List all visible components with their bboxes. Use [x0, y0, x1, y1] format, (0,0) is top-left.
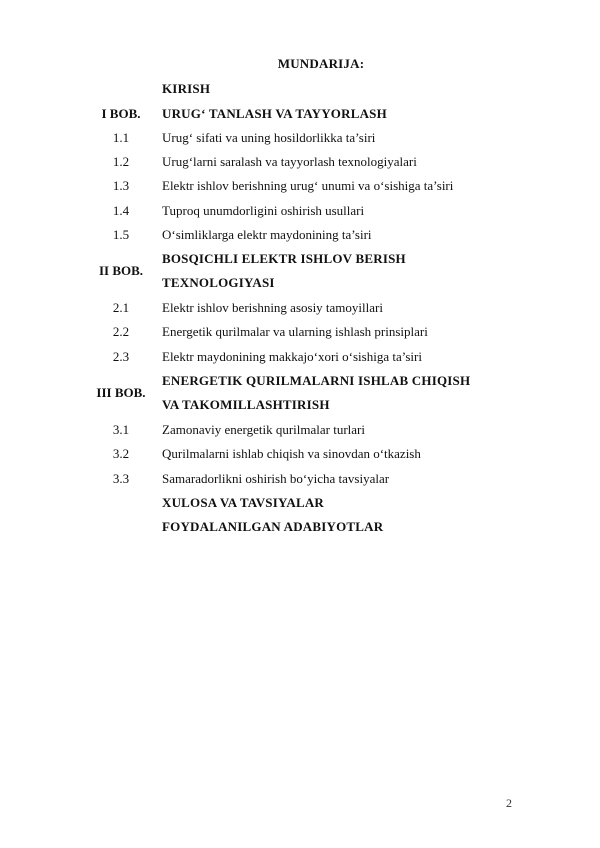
toc-section-text: Elektr ishlov berishning asosiy tamoyillari [162, 300, 383, 315]
toc-section-text: Urug‘ sifati va uning hosildorlikka ta’siri [162, 130, 376, 145]
toc-section-1-5 [0, 223, 600, 247]
toc-chapter-1 [0, 102, 600, 126]
toc-section-number: 2.2 [112, 324, 130, 339]
toc-section-text: Urug‘larni saralash va tayyorlash texnologiyalari [162, 154, 417, 169]
toc-section-number: 3.1 [112, 422, 130, 437]
toc-section-3-1 [0, 418, 600, 442]
toc-chapter-title-line-2: TEXNOLOGIYASI [162, 275, 275, 290]
toc-chapter-title: URUG‘ TANLASH VA TAYYORLASH [162, 106, 387, 121]
toc-section-number: 1.4 [112, 203, 130, 218]
toc-section-text: Zamonaviy energetik qurilmalar turlari [162, 422, 365, 437]
toc-section-3-2 [0, 442, 600, 466]
toc-entry-references [0, 515, 600, 539]
toc-chapter-2 [0, 247, 600, 295]
toc-section-text: Elektr ishlov berishning urug‘ unumi va o‘sishiga ta’siri [162, 178, 454, 193]
toc-entry-conclusion [0, 491, 600, 515]
toc-section-number: 1.1 [112, 130, 130, 145]
toc-section-1-4 [0, 199, 600, 223]
toc-section-2-3 [0, 345, 600, 369]
toc-chapter-number: I BOB. [101, 106, 141, 121]
toc-section-2-1 [0, 296, 600, 320]
toc-entry-text: XULOSA VA TAVSIYALAR [162, 495, 324, 510]
toc-section-number: 2.3 [112, 349, 130, 364]
toc-section-text: O‘simliklarga elektr maydonining ta’siri [162, 227, 372, 242]
toc-section-1-1 [0, 126, 600, 150]
toc-section-text: Qurilmalarni ishlab chiqish va sinovdan o‘tkazish [162, 446, 421, 461]
toc-chapter-title-line-2: VA TAKOMILLASHTIRISH [162, 397, 330, 412]
toc-chapter-number: II BOB. [98, 263, 144, 278]
toc-chapter-title-line-1: ENERGETIK QURILMALARNI ISHLAB CHIQISH [162, 373, 471, 388]
toc-chapter-3 [0, 369, 600, 417]
toc-section-number: 2.1 [112, 300, 130, 315]
toc-section-1-3 [0, 174, 600, 198]
toc-entry-text: FOYDALANILGAN ADABIYOTLAR [162, 519, 384, 534]
toc-entry-text: KIRISH [162, 81, 211, 96]
toc-section-1-2 [0, 150, 600, 174]
toc-chapter-title-line-1: BOSQICHLI ELEKTR ISHLOV BERISH [162, 251, 406, 266]
toc-section-3-3 [0, 467, 600, 491]
toc-section-text: Energetik qurilmalar va ularning ishlash prinsiplari [162, 324, 428, 339]
page-title: MUNDARIJA: [277, 56, 365, 71]
toc-section-number: 3.2 [112, 446, 130, 461]
toc-section-number: 3.3 [112, 471, 130, 486]
toc-section-text: Tuproq unumdorligini oshirish usullari [162, 203, 365, 218]
toc-section-number: 1.3 [112, 178, 130, 193]
page-number: 2 [506, 796, 512, 810]
toc-section-number: 1.5 [112, 227, 130, 242]
toc-section-2-2 [0, 320, 600, 344]
toc-section-number: 1.2 [112, 154, 130, 169]
toc-chapter-number: III BOB. [96, 385, 146, 400]
toc-entry-introduction [0, 77, 600, 101]
toc-section-text: Elektr maydonining makkajo‘xori o‘sishiga ta’siri [162, 349, 422, 364]
toc-section-text: Samaradorlikni oshirish bo‘yicha tavsiyalar [162, 471, 390, 486]
